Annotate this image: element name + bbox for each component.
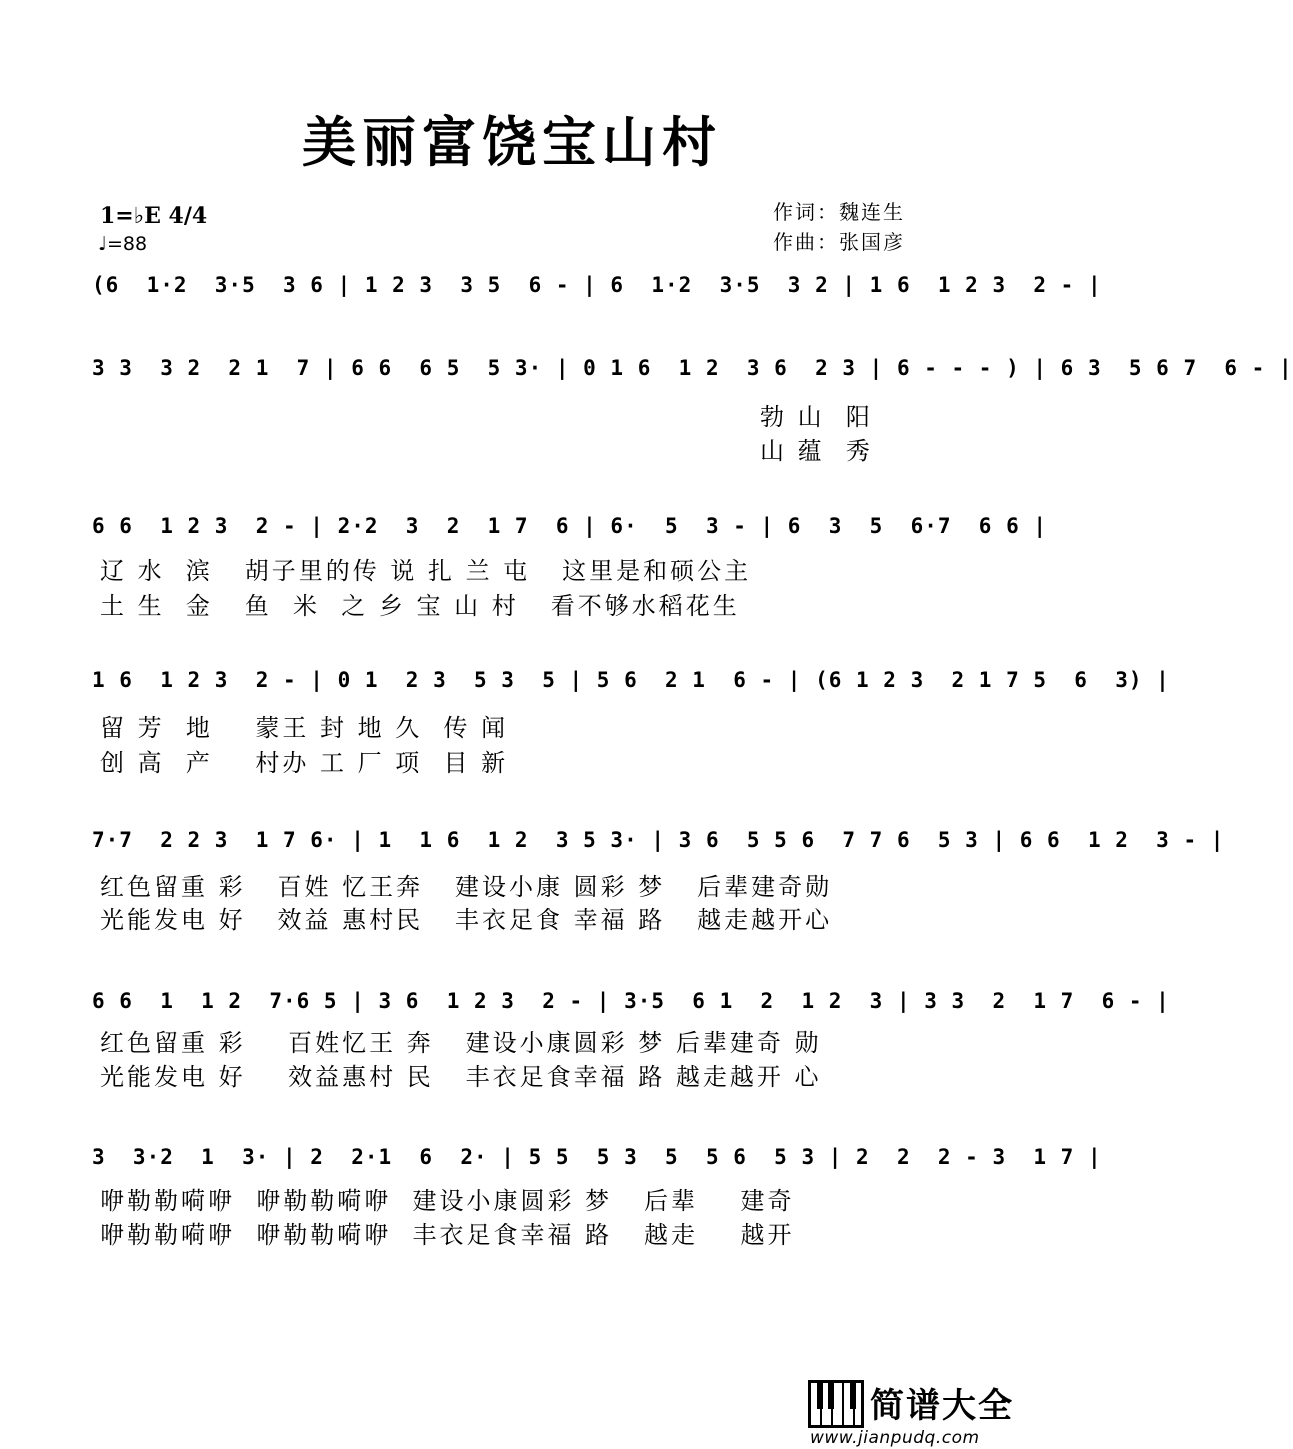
notation-row-5: 7·7 2 2 3 1 7 6· | 1 1 6 1 2 3 5 3· | 3 6 5 5 6 7 7 6 5 3 | 6 6 1 2 3 - |	[92, 828, 1225, 852]
lyric-row-2-verse-1: 勃 山 阳	[760, 403, 873, 431]
lyric-row-6-verse-1: 红色留重 彩 百姓忆王 奔 建设小康圆彩 梦 后辈建奇 勋	[100, 1029, 822, 1057]
logo-url: www.jianpudq.com	[810, 1428, 980, 1448]
notation-row-1: (6 1·2 3·5 3 6 | 1 2 3 3 5 6 - | 6 1·2 3·5 3 2 | 1 6 1 2 3 2 - |	[92, 273, 1102, 297]
tempo-marking: ♩=88	[98, 233, 148, 255]
notation-row-4: 1 6 1 2 3 2 - | 0 1 2 3 5 3 5 | 5 6 2 1 6 - | (6 1 2 3 2 1 7 5 6 3) |	[92, 668, 1170, 692]
notation-row-3: 6 6 1 2 3 2 - | 2·2 3 2 1 7 6 | 6· 5 3 - | 6 3 5 6·7 6 6 |	[92, 514, 1048, 538]
lyric-row-7-verse-2: 咿勒勒嗬咿 咿勒勒嗬咿 丰衣足食幸福 路 越走 越开	[100, 1221, 795, 1249]
piano-keys-icon	[808, 1380, 864, 1428]
notation-row-2: 3 3 3 2 2 1 7 | 6 6 6 5 5 3· | 0 1 6 1 2 3 6 2 3 | 6 - - - ) | 6 3 5 6 7 6 - |	[92, 356, 1293, 380]
lyric-row-5-verse-1: 红色留重 彩 百姓 忆王奔 建设小康 圆彩 梦 后辈建奇勋	[100, 873, 833, 901]
lyric-row-5-verse-2: 光能发电 好 效益 惠村民 丰衣足食 幸福 路 越走越开心	[100, 906, 833, 934]
lyric-row-7-verse-1: 咿勒勒嗬咿 咿勒勒嗬咿 建设小康圆彩 梦 后辈 建奇	[100, 1187, 795, 1215]
key-signature: 1=♭E 4/4	[100, 203, 208, 229]
song-title: 美丽富饶宝山村	[302, 110, 722, 174]
notation-row-6: 6 6 1 1 2 7·6 5 | 3 6 1 2 3 2 - | 3·5 6 1 2 1 2 3 | 3 3 2 1 7 6 - |	[92, 989, 1170, 1013]
logo-title: 简谱大全	[870, 1386, 1014, 1426]
lyric-row-3-verse-2: 土 生 金 鱼 米 之 乡 宝 山 村 看不够水稻花生	[100, 592, 740, 620]
lyric-row-6-verse-2: 光能发电 好 效益惠村 民 丰衣足食幸福 路 越走越开 心	[100, 1063, 822, 1091]
composer-credit: 作曲：张国彦	[773, 230, 905, 254]
site-logo[interactable]	[808, 1378, 1018, 1448]
lyric-row-4-verse-2: 创 高 产 村办 工 厂 项 目 新	[100, 749, 509, 777]
lyric-row-3-verse-1: 辽 水 滨 胡子里的传 说 扎 兰 屯 这里是和硕公主	[100, 557, 752, 585]
notation-row-7: 3 3·2 1 3· | 2 2·1 6 2· | 5 5 5 3 5 5 6 5 3 | 2 2 2 - 3 1 7 |	[92, 1145, 1102, 1169]
lyric-row-4-verse-1: 留 芳 地 蒙王 封 地 久 传 闻	[100, 714, 509, 742]
lyric-row-2-verse-2: 山 蕴 秀	[760, 437, 873, 465]
lyricist-credit: 作词：魏连生	[773, 200, 905, 224]
